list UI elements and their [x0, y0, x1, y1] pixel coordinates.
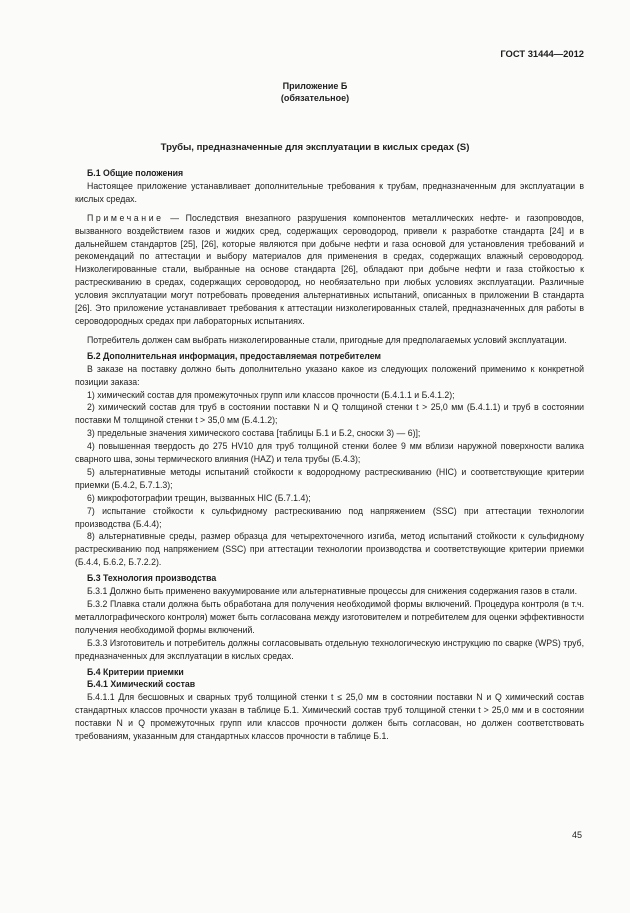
section-heading-b1: Б.1 Общие положения — [87, 168, 184, 178]
list-item: 6) микрофотографии трещин, вызванных HIC (Б.7.1.4); — [87, 492, 311, 503]
list-item: 7) испытание стойкости к сульфидному растрескиванию под напряжением (SSC) при аттестации технологии производства (Б.4.4); — [75, 505, 584, 529]
annex-label: Приложение Б — [282, 81, 348, 91]
list-item: 2) химический состав для труб в состоянии поставки N и Q толщиной стенки t > 25,0 мм (Б.4.1.1) и труб в состоянии поставки М толщиной стенки t > 35,0 мм (Б.4.1.2); — [75, 402, 584, 426]
paragraph: Б.3.3 Изготовитель и потребитель должны согласовывать отдельную технологическую инструкцию по сварке (WPS) труб, предназначенных для эксплуатации в кислых средах. — [75, 637, 584, 661]
annex-status: (обязательное) — [280, 93, 350, 103]
note-paragraph — [75, 212, 584, 328]
subsection-heading-b41: Б.4.1 Химический состав — [87, 679, 196, 690]
page-number: 45 — [571, 830, 582, 840]
paragraph: Б.3.1 Должно быть применено вакуумирование или альтернативные процессы для снижения содержания газов в стали. — [87, 586, 578, 597]
paragraph: В заказе на поставку должно быть дополнительно указано какое из следующих положений применимо к конкретной позиции заказа: — [75, 363, 584, 387]
annex-heading — [0, 80, 630, 104]
paragraph: Потребитель должен сам выбрать низколегированные стали, пригодные для предполагаемых условий эксплуатации. — [87, 334, 567, 345]
paragraph: Настоящее приложение устанавливает дополнительные требования к трубам, предназначенным для эксплуатации в кислых средах. — [75, 180, 584, 204]
list-item: 5) альтернативные методы испытаний стойкости к водородному растрескиванию (HIC) и соответствующие критерии приемки (Б.4.2, Б.7.1.3); — [75, 466, 584, 490]
document-body — [75, 167, 584, 743]
list-item: 4) повышенная твердость до 275 HV10 для труб толщиной стенки более 9 мм вблизи наружной поверхности валика сварного шва, зоны термического влияния (HAZ) и тела трубы (Б.4.3); — [75, 441, 584, 465]
paragraph: Б.3.2 Плавка стали должна быть обработана для получения необходимой формы включений. Процедура контроля (в т.ч. металлографического контроля) может быть согласована между изготовителем и потребителем для оценки эффективности получения необходимой формы включений. — [75, 599, 584, 635]
note-label: Примечание — [87, 212, 164, 223]
list-item: 3) предельные значения химического состава [таблицы Б.1 и Б.2, сноски 3) — 6)]; — [87, 428, 421, 439]
section-heading-b3: Б.3 Технология производства — [87, 573, 217, 584]
note-text: — Последствия внезапного разрушения компонентов металлических нефте- и газопроводов, вызванного воздействием газов и жидких сред, содержащих сероводород, привели к разработке стандарта [24] и в дальнейшем стандартов [25], [26], которые являются при добыче нефти и газа основой для установления требований и рекомендаций по аттестации и выбору материалов для применения в средах, содержащих влажный сероводород. Низколегированные стали, выбранные на основе стандарта [26], обладают при добыче нефти и газа стойкостью к растрескиванию в средах, содержащих сероводород, но необязательно при любых условиях эксплуатации. Различные условия эксплуатации могут потребовать проведения альтернативных испытаний, описанных в приложении В стандарта [26]. Это приложение устанавливает требования к аттестации низколегированных сталей, предназначенных для работы в сероводородных средах при лабораторных испытаниях. — [75, 212, 584, 326]
paragraph: Б.4.1.1 Для бесшовных и сварных труб толщиной стенки t ≤ 25,0 мм в состоянии поставки N и Q химический состав стандартных классов прочности указан в таблице Б.1. Химический состав труб толщиной стенки t > 25,0 мм и в состоянии поставки N и Q промежуточных групп или классов прочности должен быть согласован, но должен соответствовать требованиям, указанным для стандартных классов прочности в таблице Б.1. — [75, 692, 584, 742]
annex-title: Трубы, предназначенные для эксплуатации в кислых средах (S) — [160, 142, 470, 153]
standard-designation: ГОСТ 31444—2012 — [500, 48, 584, 59]
list-item: 1) химический состав для промежуточных групп или классов прочности (Б.4.1.1 и Б.4.1.2); — [87, 389, 455, 400]
section-heading-b4: Б.4 Критерии приемки — [87, 666, 184, 677]
list-item: 8) альтернативные среды, размер образца для четырехточечного изгиба, метод испытаний стойкости к сульфидному растрескиванию под напряжением (SSC) при аттестации технологии производства и соответствующие критерии приемки (Б.4.4, Б.6.2, Б.7.2.2). — [75, 531, 584, 568]
section-heading-b2: Б.2 Дополнительная информация, предоставляемая потребителем — [87, 350, 381, 361]
